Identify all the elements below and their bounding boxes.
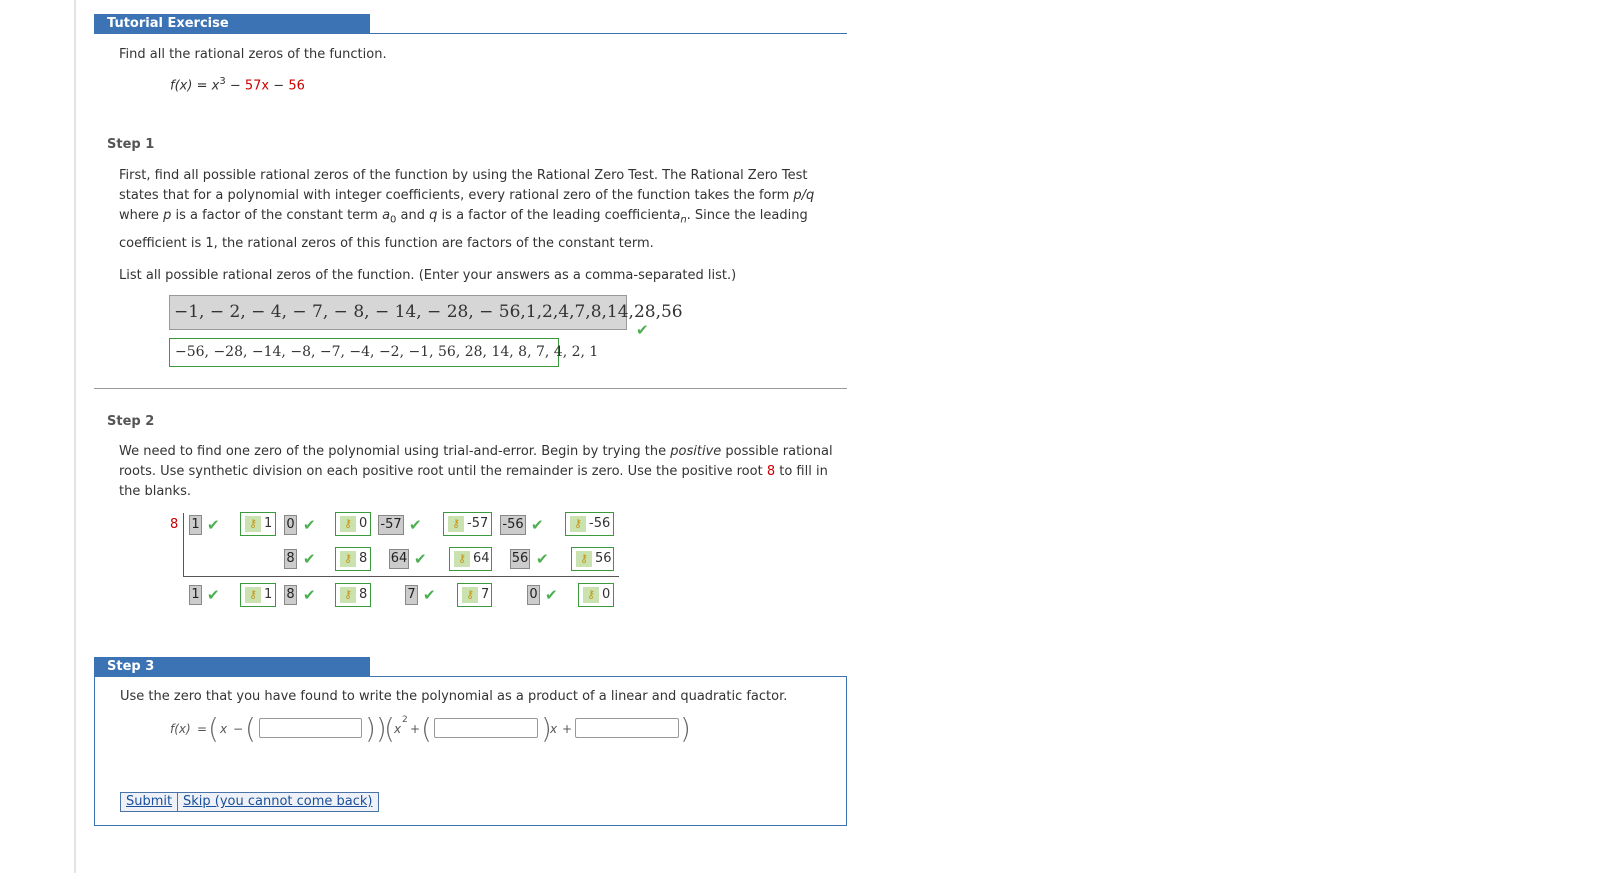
r1c4-answer: ⚷ -56 (565, 512, 614, 536)
close-paren: ) (541, 712, 552, 745)
open-paren: ( (421, 712, 432, 745)
r3c1-answer: ⚷ 1 (240, 583, 276, 607)
step3-header: Step 3 (94, 657, 370, 677)
minus-sign: − (229, 78, 241, 94)
left-border (74, 0, 76, 873)
key-icon: ⚷ (340, 587, 356, 603)
x-var: x (394, 722, 402, 736)
divisor: 8 (170, 517, 179, 532)
r2c4-entered[interactable]: 56 (510, 549, 530, 569)
key-icon: ⚷ (583, 587, 599, 603)
r3c4-answer: ⚷ 0 (578, 583, 614, 607)
step3-prompt: Use the zero that you have found to write the polynomial as a product of a linear and quadratic factor. (120, 689, 788, 704)
equals-sign: = (196, 78, 208, 94)
exponent: 3 (219, 76, 226, 87)
correct-answer-display: −56, −28, −14, −8, −7, −4, −2, −1, 56, 28, 14, 8, 7, 4, 2, 1 (169, 338, 559, 367)
r3c1-entered[interactable]: 1 (189, 585, 202, 605)
r1c1-answer: ⚷ 1 (240, 512, 276, 536)
checkmark-icon: ✔ (207, 516, 220, 534)
key-icon: ⚷ (570, 516, 586, 532)
r3c2-entered[interactable]: 8 (284, 585, 297, 605)
step-divider (94, 388, 847, 389)
open-paren: ( (245, 712, 256, 745)
minus-sign: − (273, 78, 285, 94)
quadratic-x-coefficient-input[interactable] (434, 718, 538, 738)
plus-sign: + (562, 722, 573, 736)
step1-paragraph (119, 166, 839, 254)
r1c2-entered[interactable]: 0 (284, 515, 297, 535)
checkmark-icon: ✔ (303, 586, 316, 604)
step2-line3: the blanks. (119, 484, 191, 499)
key-icon: ⚷ (462, 587, 478, 603)
r3c3-answer: ⚷ 7 (457, 583, 492, 607)
checkmark-icon: ✔ (414, 550, 427, 568)
header-rule (94, 33, 847, 34)
step1-line3: where p is a factor of the constant term $a_0$ and q is a factor of the leading coefficienta$_n$. Since the leading (119, 208, 808, 226)
intro-function (170, 72, 305, 96)
checkmark-icon: ✔ (303, 550, 316, 568)
step1-label: Step 1 (107, 137, 155, 152)
r2c4-answer: ⚷ 56 (571, 547, 614, 571)
step2-paragraph (119, 442, 839, 502)
term-57x: 57x (244, 78, 270, 94)
checkmark-icon: ✔ (636, 321, 649, 339)
key-icon: ⚷ (340, 551, 356, 567)
r1c1-entered[interactable]: 1 (189, 515, 202, 535)
checkmark-icon: ✔ (303, 516, 316, 534)
checkmark-icon: ✔ (423, 586, 436, 604)
fx-label: f(x) (170, 78, 193, 94)
key-icon: ⚷ (245, 587, 261, 603)
r1c3-answer: ⚷ -57 (443, 512, 492, 536)
r3c2-answer: ⚷ 8 (335, 583, 371, 607)
checkmark-icon: ✔ (409, 516, 422, 534)
checkmark-icon: ✔ (545, 586, 558, 604)
checkmark-icon: ✔ (536, 550, 549, 568)
step1-line1: First, find all possible rational zeros of the function by using the Rational Zero Test. The Rational Zero Test (119, 168, 808, 183)
open-paren: ( (208, 712, 219, 745)
equals-sign: = (197, 722, 208, 736)
checkmark-icon: ✔ (531, 516, 544, 534)
close-paren: ) (680, 712, 691, 745)
open-paren: ( (384, 712, 395, 745)
close-paren: )) (365, 712, 387, 745)
division-vertical-bar (183, 513, 184, 577)
r1c4-entered[interactable]: -56 (500, 515, 526, 535)
linear-constant-input[interactable] (259, 718, 362, 738)
key-icon: ⚷ (245, 516, 261, 532)
r2c3-entered[interactable]: 64 (389, 549, 409, 569)
plus-sign: + (410, 722, 421, 736)
key-icon: ⚷ (448, 516, 464, 532)
step2-line1: We need to find one zero of the polynomial using trial-and-error. Begin by trying the positive possible rational (119, 444, 833, 459)
submit-button[interactable]: Submit (120, 792, 178, 812)
division-horizontal-bar (183, 576, 619, 577)
x-var: x (550, 722, 558, 736)
tutorial-header: Tutorial Exercise (94, 14, 370, 34)
key-icon: ⚷ (454, 551, 470, 567)
minus-sign: − (233, 722, 244, 736)
skip-button[interactable]: Skip (you cannot come back) (177, 792, 379, 812)
step2-line2: roots. Use synthetic division on each positive root until the remainder is zero. Use the positive root 8 to fill in (119, 464, 828, 479)
step1-line4: coefficient is 1, the rational zeros of this function are factors of the constant term. (119, 235, 654, 251)
list-prompt: List all possible rational zeros of the function. (Enter your answers as a comma-separated list.) (119, 268, 737, 283)
r2c2-answer: ⚷ 8 (335, 547, 371, 571)
checkmark-icon: ✔ (207, 586, 220, 604)
x-var: x (220, 722, 228, 736)
r3c3-entered[interactable]: 7 (405, 585, 418, 605)
square-exponent: 2 (402, 715, 408, 725)
step2-label: Step 2 (107, 414, 155, 429)
r3c4-entered[interactable]: 0 (527, 585, 540, 605)
intro-prompt: Find all the rational zeros of the function. (119, 47, 387, 62)
x-var: x (211, 78, 220, 94)
r1c2-answer: ⚷ 0 (335, 512, 371, 536)
r1c3-entered[interactable]: -57 (378, 515, 404, 535)
r2c2-entered[interactable]: 8 (284, 549, 297, 569)
entered-answer-field[interactable]: −1, − 2, − 4, − 7, − 8, − 14, − 28, − 56,1,2,4,7,8,14,28,56 (169, 295, 627, 330)
key-icon: ⚷ (576, 551, 592, 567)
r2c3-answer: ⚷ 64 (449, 547, 492, 571)
quadratic-constant-input[interactable] (575, 718, 679, 738)
step1-line2: states that for a polynomial with integer coefficients, every rational zero of the function takes the form p/q (119, 188, 815, 203)
term-56: 56 (288, 78, 305, 94)
key-icon: ⚷ (340, 516, 356, 532)
fx-label: f(x) (170, 722, 191, 736)
